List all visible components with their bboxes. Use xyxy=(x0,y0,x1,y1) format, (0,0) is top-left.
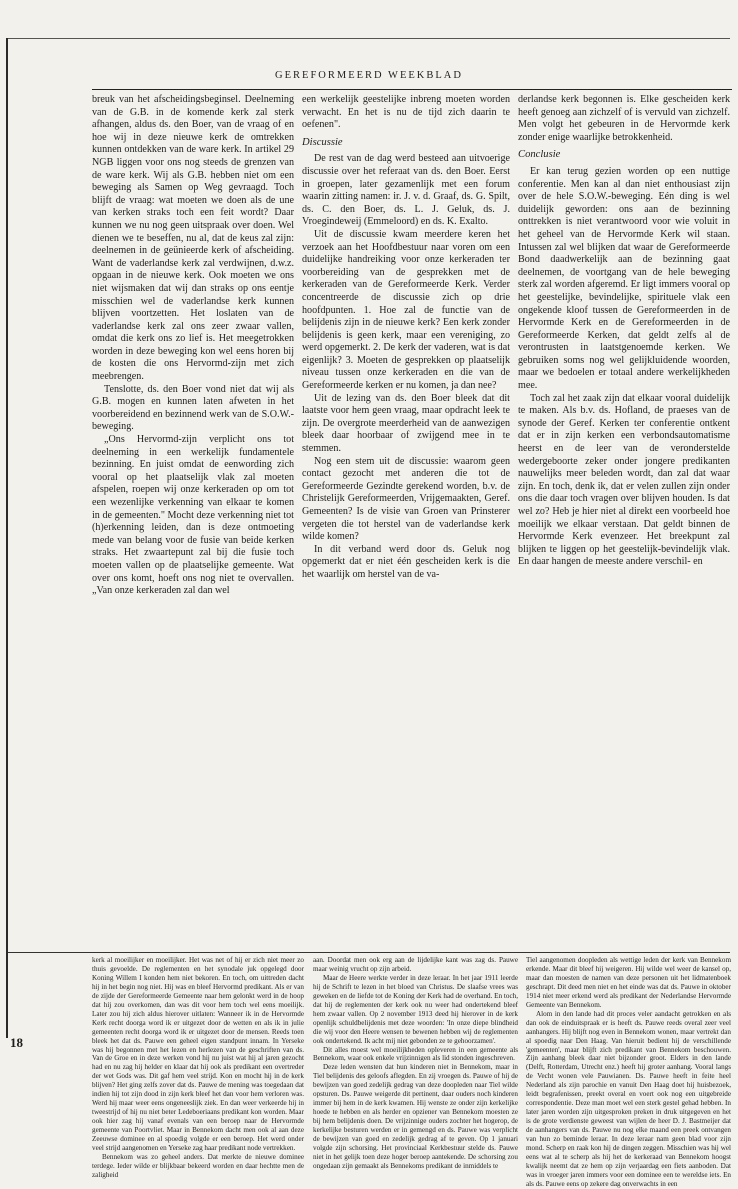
paragraph: Tiel aangenomen doopleden als wettige leden der kerk van Bennekom erkende. Maar dit bleef hij weigeren. Hij wilde wel weer de kansel op, maar dan moesten de namen van deze personen uit het lidmatenboek geschrapt. Dit deed men niet en het einde was dat ds. Pauwe in oktober 1914 niet meer erkend werd als predikant der Nederlandse Hervormde Gemeente van Bennekom. xyxy=(526,956,731,1009)
running-header: GEREFORMEERD WEEKBLAD xyxy=(275,70,463,81)
paragraph: Dit alles moest wel moeilijkheden opleveren in een gemeente als Bennekom, waar ook enkele vrijzinnigen als lid stonden ingeschreven. xyxy=(313,1045,518,1063)
paragraph: Tenslotte, ds. den Boer vond niet dat wij als G.B. mogen en kunnen laten afweten in het voorbereidend en bezinnend werk van de S.O.W.-beweging. xyxy=(92,383,294,433)
paragraph: Uit de discussie kwam meerdere keren het verzoek aan het Hoofdbestuur naar voren om een duidelijke handreiking voor onze kerkeraden ter voorbereiding van de gesprekken met de kerkeraden van de Gereformeerde Kerk. Verder concentreerde de discussie zich op drie hoofdpunten. 1. Hoe zal de functie van de belijdenis zijn in de nieuwe kerk? Een kerk zonder belijdenis is geen kerk, maar een vereniging, zo werd opgemerkt. 2. De kerk der vaderen, wat is dat eigenlijk? 3. Moeten de gesprekken op plaatselijk niveau tussen onze kerkeraden en die van de Gereformeerde kerken er nu komen, ja dan nee? xyxy=(302,228,510,392)
paragraph: Uit de lezing van ds. den Boer bleek dat dit laatste voor hem geen vraag, maar opdracht leek te zijn. De overgrote meerderheid van de aanwezigen bleek daar hoorbaar of zwijgend mee in te stemmen. xyxy=(302,392,510,455)
small-column-1 xyxy=(92,956,304,1179)
paragraph: Maar de Heere werkte verder in deze leraar. In het jaar 1911 leerde hij de Schrift te lezen in het bloed van Christus. De slaafse vrees was geweken en de liefde tot de Koning der Kerk had de overhand. En toch, dat hij de reglementen der kerk ook nu weer had ondertekend bleef hem zwaar vallen. Op 2 november 1913 deed hij hierover in de kerk openlijk schuldbelijdenis met deze woorden: 'In onze diepe blindheid die wij voor den Heere wensen te bewenen hebben wij de reglementen ook ondertekend. Ik acht mij niet gebonden ze te gehoorzamen'. xyxy=(313,973,518,1045)
page-number: 18 xyxy=(10,1035,23,1050)
header-rule xyxy=(92,89,732,90)
paragraph: Nog een stem uit de discussie: waarom geen contact gezocht met anderen die tot de Gereformeerde Gezindte gerekend worden, b.v. de Christelijk Gereformeerden, Vrijgemaakten, Geref. Gemeenten? Is de visie van Groen van Prinsterer vergeten die tot herstel van de vaderlandse kerk wilde komen? xyxy=(302,455,510,543)
paragraph: Alom in den lande had dit proces veler aandacht getrokken en als dan ook de einduitspraak er is heeft ds. Pauwe reeds overal zeer veel aanhangers. Hij blijft nog even in Bennekom wonen, maar vertrekt dan al spoedig naar Den Haag. Van hieruit bedient hij de verschillende 'gemeenten', maar blijft zich predikant van Bennekom beschouwen. Zijn aanhang bleek daar niet bijzonder groot. Elders in den lande (Delft, Rotterdam, Utrecht enz.) heeft hij groter aanhang. Vooral langs de Vecht wonen vele Pauwianen. Ds. Pauwe heeft in feite heel Nederland als zijn parochie en vanuit Den Haag doet hij huisbezoek, leidt begrafenissen, preekt overal en voert ook nog een uitgebreide correspondentie. Deze man moet wel een sterk gestel gehad hebben. In later jaren worden zijn uitgesproken preken in druk uitgegeven en het is de grote verdienste geweest van wijlen de heer D. J. Bastmeijer dat de aanhangers van ds. Pauwe nu nog elke maand een preek ontvangen van hun zo beminde leraar. In deze leraar nam geen blad voor zijn mond. Scherp en raak kon hij de dingen zeggen. Misschien was hij wel eens wat al te scherp als hij het de kerkeraad van Bennekom hoogst kwalijk neemt dat ze hem op zijn verjaardag een fiets aanboden. Dat was in vroeger jaren immers voor een dominee een te wereldse iets. En als ds. Pauwe eens op zekere dag onverwachts in een xyxy=(526,1009,731,1188)
paragraph: een werkelijk geestelijke inbreng moeten worden verwacht. En het is nu de tijd zich daarin te oefenen". xyxy=(302,94,510,131)
paragraph: Er kan terug gezien worden op een nuttige conferentie. Men kan al dan niet enthousiast zijn over de hele S.O.W.-beweging. Eén ding is wel duidelijk geworden: ons aan de bezinning onttrekken is niet verantwoord voor wie voluit in het geheel van de Hervormde Kerk wil staan. Intussen zal wel blijken dat waar de Gereformeerde Bond daadwerkelijk aan de bezinning gaat deelnemen, de voortgang van de hele beweging sterk zal worden afgeremd. Er ligt immers vooral op het geestelijke, bevindelijke, spirituele vlak een ongekende kloof tussen de Gereformeerden in de Hervormde Kerk en de Gereformeerden in de Gereformeerde Kerken, dat geldt zelfs al de verontrusten in laatstgenoemde kerken. We gebruiken soms nog wel gelijkluidende woorden, maar we bedoelen er totaal andere werkelijkheden mee. xyxy=(518,165,730,392)
paragraph: „Ons Hervormd-zijn verplicht ons tot deelneming in een werkelijk fundamentele bezinning. En juist omdat de eenwording zich vooral op het plaatselijk vlak zal moeten afspelen, roepen wij onze kerkeraden op om tot een wezenlijke verkenning van elkaar te komen in de gemeenten." Mocht deze verkenning niet tot (h)erkenning leiden, dan is deze ontmoeting mede van belang voor de fusie van beide kerken straks. Het zwaartepunt zal bij die fusie toch moeten vallen op de plaatselijke gemeente. Wat over ons komt, hoeft ons nog niet te overvallen. „Van onze kerkeraden zal dan wel xyxy=(92,434,294,597)
paragraph: Toch zal het zaak zijn dat elkaar vooral duidelijk te maken. Als b.v. ds. Hofland, de praeses van de synode der Geref. Kerken ter conferentie ontkent dat er in zijn kerken een verbondsautomatisme heerst en de leer van de veronderstelde wedergeboorte zeker onder jongere predikanten nauwelijks meer beleden wordt, dan zal dat waar zijn. En toch, denk ik, dat er velen zullen zijn onder ons die daar toch vragen over blijven houden. Is dat wel zo? Heb je hier niet al direkt een voorbeeld hoe moeilijk we elkaar verstaan. Dat geldt binnen de Hervormde Kerk evenzeer. Het breekpunt zal blijken te liggen op het geestelijk-bevindelijk vlak. En daar hangen de meeste andere verschil- en xyxy=(518,392,730,568)
paragraph: Bennekom was zo geheel anders. Dat merkte de nieuwe dominee terdege. Ieder wilde er blijkbaar bekeerd worden en daar hechtte men de zaligheid xyxy=(92,1152,304,1179)
paragraph: Deze leden wensten dat hun kinderen niet in Bennekom, maar in Tiel belijdenis des geloofs aflegden. En zij vroegen ds. Pauwe of hij de bewijzen van goed zedelijk gedrag van deze doopleden naar Tiel wilde opsturen. Ds. Pauwe weigerde dit pertinent, daar ouders noch kinderen immer bij hem in de kerk kwamen. Hij wenste ze onder zijn kerkelijke hoede te hebben en als herder en opziener van Bennekom moesten ze bij hem belijdenis doen. De vrijzinnige ouders zochter het hogerop, de kerkelijke besturen werden er in gemengd en ds. Pauwe was verplicht de bewijzen van goed en zedelijk gedrag af te geven. Op 1 januari volgde zijn schorsing. Het provinciaal Kerkbestuur stelde ds. Pauwe niet in het gelijk toen deze hoger beroep aantekende. De schorsing zou ongedaan zijn gemaakt als Bennekoms predikant de inmiddels te xyxy=(313,1063,518,1170)
paragraph: derlandse kerk begonnen is. Elke gescheiden kerk heeft genoeg aan zichzelf of is vervuld van zichzelf. Men volgt het gebeuren in de Hervormde kerk zonder enige waarlijke betrokkenheid. xyxy=(518,94,730,143)
small-column-3 xyxy=(526,956,731,1188)
column-2 xyxy=(302,94,510,950)
section-heading-conclusion: Conclusie xyxy=(518,149,561,161)
paragraph: In dit verband werd door ds. Geluk nog opgemerkt dat er niet één gescheiden kerk is die het waarlijk om herstel van de va- xyxy=(302,543,510,580)
small-column-2 xyxy=(313,956,518,1170)
page-edge xyxy=(6,38,8,1038)
column-1 xyxy=(92,94,294,950)
paragraph: aan. Doordat men ook erg aan de lijdelijke kant was zag ds. Pauwe maar weinig vrucht op zijn arbeid. xyxy=(313,956,518,973)
top-rule xyxy=(8,38,730,39)
paragraph: kerk al moeilijker en moeilijker. Het was net of hij er zich niet meer zo thuis gevoelde. De reglementen en het synodale juk opgelegd door Koning Willem I konden hem niet bekoren. En toch, om uittreden dacht hij in het begin nog niet. Hij was en bleef Hervormd predikant. Als er van de zijde der Gereformeerde Gemeente naar hem gelonkt werd in de hoop dat hij zou overkomen, dan was dit voor hem toch wel eens moeilijk. Later zou hij zich aldus hierover uitlaten: Wanneer ik in de Hervormde Kerk recht doorga word ik er uitgezet door de wetten en als ik in julie gemeenten recht doorga word ik er uitgezet door de mensen. Reeds toen bleek het dat ds. Pauwe een geheel eigen standpunt innam. In Yerseke was hij begonnen met het lezen en herlezen van de geschriften van ds. Van de Groe en in deze werken vond hij nu juist wat hij al jaren gezocht had en nu zag hij helder en klaar dat hij ook als predikant een overtreder der wet Gods was. Dit gaf hem veel strijd. Kon en mocht hij in de kerk blijven? Het ging zelfs zover dat ds. Pauwe de mening was toegedaan dat indien hij tot zijn dood in zijn kerk bleef het dan voor hem verloren was. Werd hij maar weer eens ongeneeslijk ziek. En dan weer verkeerde hij in tweestrijd of hij nu niet beter Ledeboeriaans predikant kon worden. Maar ook hier zag hij vanaf evenals van een beroep naar de Hervormde gemeente van Poortvliet. Maar in Bennekom dacht men ook al aan deze Zeeuwse dominee en al spoedig volgde er een beroep. Het werd onder veel strijd aangenomen en Yerseke zag haar predikant node vertrekken. xyxy=(92,956,304,1153)
section-divider xyxy=(8,952,730,953)
column-3 xyxy=(518,94,730,950)
paragraph: De rest van de dag werd besteed aan uitvoerige discussie over het referaat van ds. den Boer. Eerst in groepen, later gezamenlijk met een forum waarin zitting namen: ir. J. v. d. Graaf, ds. G. Spilt, ds. C. den Boer, ds. L. J. Geluk, ds. J. Vroegindeweij (Emmeloord) en ds. K. Exalto. xyxy=(302,153,510,228)
section-heading-discussion: Discussie xyxy=(302,136,343,148)
paragraph: breuk van het afscheidingsbeginsel. Deelneming van de G.B. in de komende kerk zal sterk afhangen, aldus ds. den Boer, van de vraag of en hoe wij in deze nieuwe kerk de omtrekken kunnen ontdekken van de ware kerk. In artikel 29 NGB liggen voor ons nog steeds de grenzen van de ware kerk. Wij als G.B. hebben niet om een beweging als Samen op Weg gevraagd. Toch blijft de vraag: wat moeten we doen als de une van kerken straks toch een feit wordt? Daar kunnen we nu nog geen uitspraak over doen. Wel dienen we te beseffen, nu al, dat de keus zal zijn: deelnemen in de geünieerde kerk of afscheiding. Want de vaderlandse kerk zal verdwijnen, d.w.z. opgaan in de nieuwe kerk. Ook moeten we ons niet wijsmaken dat wij dan straks op ons eentje misschien wel de vaderlandse kerk kunnen blijven voortzetten. Het loslaten van de vaderlandse kerk zal ons zeer zwaar vallen, omdat die kerk ons zo lief is. Het meegetrokken worden in deze beweging kon wel eens horen bij de kosten die ons Hervormd-zijn met zich meebrengen. xyxy=(92,94,294,383)
